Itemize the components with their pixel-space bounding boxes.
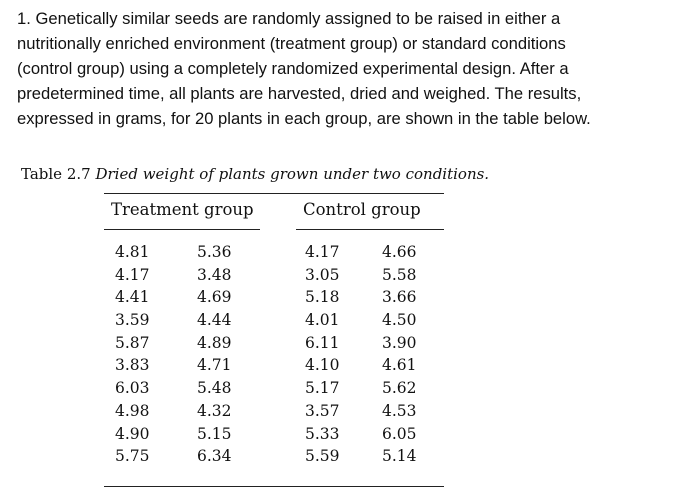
control-column-1 [305, 241, 340, 468]
table-cell: 3.05 [305, 265, 340, 284]
question-text [17, 6, 689, 131]
table-cell: 4.01 [305, 311, 340, 330]
table-cell: 5.33 [305, 424, 340, 443]
table-cell: 4.66 [382, 243, 417, 261]
table-caption-text: Dried weight of plants grown under two conditions. [95, 165, 490, 183]
table-cell: 5.17 [305, 379, 340, 398]
table-cell: 3.90 [382, 333, 417, 352]
table-bottom-rule [104, 486, 444, 487]
header-treatment-group: Treatment group [111, 200, 254, 219]
table-cell: 4.90 [115, 424, 150, 443]
table-cell: 6.11 [305, 333, 340, 352]
table-cell: 4.32 [197, 401, 232, 420]
table-cell: 4.89 [197, 333, 232, 352]
table-cell: 4.98 [115, 401, 150, 420]
table-cell: 6.34 [197, 447, 232, 466]
table-cell: 5.15 [197, 424, 232, 443]
table-cell: 4.69 [197, 288, 232, 307]
table-cell: 4.61 [382, 356, 417, 375]
table-cell: 6.03 [115, 379, 150, 398]
table-cell: 5.75 [115, 447, 150, 466]
table-cell: 5.58 [382, 265, 417, 284]
table-cell: 3.66 [382, 288, 417, 307]
treatment-column-2 [197, 241, 232, 468]
table-cell: 4.50 [382, 311, 417, 330]
table-caption-number: Table 2.7 [21, 165, 91, 183]
table-cell: 3.48 [197, 265, 232, 284]
table-cell: 5.36 [197, 243, 232, 261]
question-line-2: nutritionally enriched environment (treatment group) or standard conditions [17, 34, 566, 53]
bleed-through-mark [470, 186, 498, 202]
table-cell: 4.53 [382, 401, 417, 420]
table-cell: 4.41 [115, 288, 150, 307]
header-underline-treatment [104, 229, 260, 230]
table-cell: 4.81 [115, 243, 150, 261]
table-cell: 4.17 [115, 265, 150, 284]
header-control-group: Control group [303, 200, 421, 219]
table-cell: 5.87 [115, 333, 150, 352]
table-cell: 4.17 [305, 243, 340, 261]
question-line-3: (control group) using a completely randomized experimental design. After a [17, 59, 569, 78]
table-cell: 3.83 [115, 356, 150, 375]
table-cell: 4.71 [197, 356, 232, 375]
table-cell: 5.59 [305, 447, 340, 466]
table-caption [21, 165, 489, 183]
table-cell: 5.62 [382, 379, 417, 398]
question-line-4: predetermined time, all plants are harvested, dried and weighed. The results, [17, 84, 582, 103]
table-cell: 3.59 [115, 311, 150, 330]
control-column-2 [382, 241, 417, 468]
header-underline-control [296, 229, 444, 230]
table-cell: 3.57 [305, 401, 340, 420]
table-top-rule [104, 193, 444, 194]
table-cell: 5.14 [382, 447, 417, 466]
table-cell: 4.44 [197, 311, 232, 330]
question-line-5: expressed in grams, for 20 plants in each group, are shown in the table below. [17, 109, 591, 128]
table-cell: 5.18 [305, 288, 340, 307]
table-cell: 4.10 [305, 356, 340, 375]
table-cell: 6.05 [382, 424, 417, 443]
treatment-column-1 [115, 241, 150, 468]
question-line-1: 1. Genetically similar seeds are randomly assigned to be raised in either a [17, 9, 561, 28]
table-cell: 5.48 [197, 379, 232, 398]
